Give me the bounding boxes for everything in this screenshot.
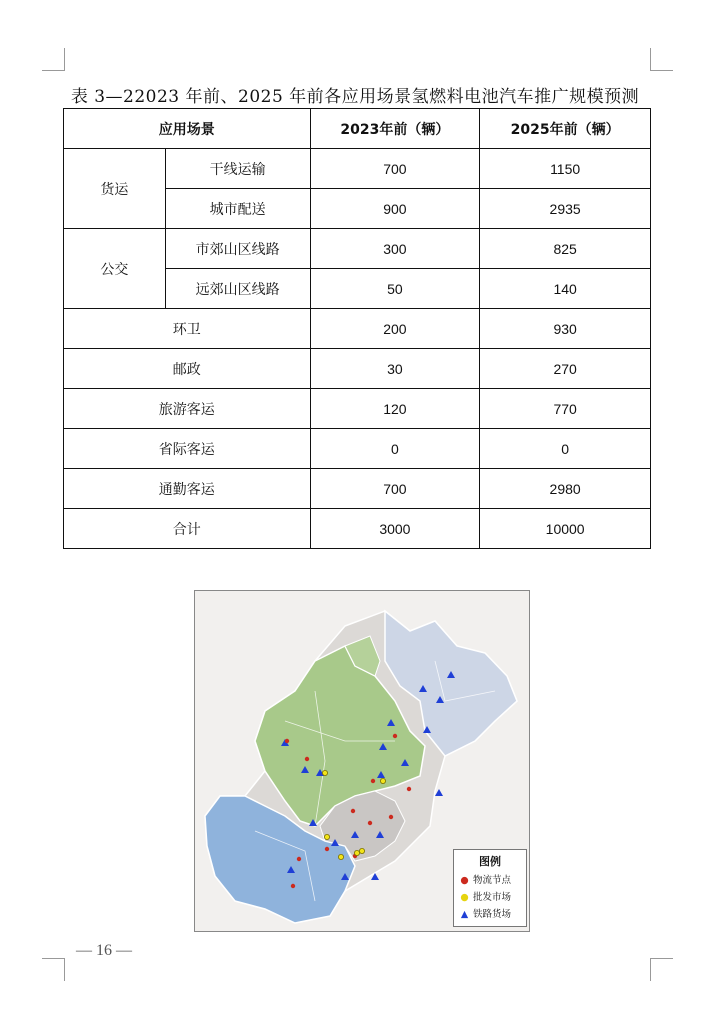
value-2025: 270 — [480, 349, 651, 389]
table-total-row — [64, 509, 651, 549]
legend-label: 铁路货场 — [473, 909, 512, 920]
value-2023: 50 — [310, 269, 480, 309]
sub-label: 城市配送 — [165, 189, 310, 229]
wholesale-market-marker — [322, 770, 327, 775]
group-label-freight: 货运 — [64, 149, 166, 229]
yellow-dot-icon: ● — [460, 892, 469, 903]
crop-mark-bottom-left — [42, 958, 65, 981]
logistics-node-marker — [325, 847, 329, 851]
table-row — [64, 149, 651, 189]
sub-label: 远郊山区线路 — [165, 269, 310, 309]
legend-item-wholesale — [460, 889, 526, 903]
table-row — [64, 349, 651, 389]
value-2025: 1150 — [480, 149, 651, 189]
crop-mark-bottom-right — [650, 958, 673, 981]
page-number: — 16 — — [76, 942, 132, 959]
table-header-row — [64, 109, 651, 149]
wholesale-market-marker — [380, 778, 385, 783]
legend-label: 物流节点 — [473, 875, 512, 886]
sub-label: 市郊山区线路 — [165, 229, 310, 269]
value-2023: 300 — [310, 229, 480, 269]
map-legend — [453, 849, 527, 927]
value-2025: 0 — [480, 429, 651, 469]
legend-label: 批发市场 — [473, 892, 512, 903]
value-2023: 120 — [310, 389, 480, 429]
value-2025: 10000 — [480, 509, 651, 549]
logistics-node-marker — [297, 857, 301, 861]
logistics-node-marker — [305, 757, 309, 761]
table-caption: 表 3—22023 年前、2025 年前各应用场景氢燃料电池汽车推广规模预测 — [70, 87, 640, 107]
legend-item-railway — [460, 906, 526, 920]
logistics-map — [194, 590, 530, 932]
table-row — [64, 429, 651, 469]
table-row — [64, 469, 651, 509]
wholesale-market-marker — [359, 848, 364, 853]
logistics-node-marker — [368, 821, 372, 825]
value-2023: 200 — [310, 309, 480, 349]
forecast-table — [63, 108, 651, 549]
legend-title: 图例 — [479, 855, 501, 868]
row-label: 环卫 — [64, 309, 311, 349]
logistics-node-marker — [285, 739, 289, 743]
header-2025: 2025年前（辆） — [480, 109, 651, 149]
row-label: 合计 — [64, 509, 311, 549]
logistics-node-marker — [371, 779, 375, 783]
value-2023: 3000 — [310, 509, 480, 549]
row-label: 邮政 — [64, 349, 311, 389]
logistics-node-marker — [389, 815, 393, 819]
crop-mark-top-left — [42, 48, 65, 71]
row-label: 省际客运 — [64, 429, 311, 469]
header-2023: 2023年前（辆） — [310, 109, 480, 149]
value-2023: 700 — [310, 469, 480, 509]
crop-mark-top-right — [650, 48, 673, 71]
value-2023: 30 — [310, 349, 480, 389]
sub-label: 干线运输 — [165, 149, 310, 189]
header-scene: 应用场景 — [64, 109, 311, 149]
value-2025: 2980 — [480, 469, 651, 509]
logistics-node-marker — [351, 809, 355, 813]
table-row — [64, 309, 651, 349]
red-dot-icon: ● — [460, 875, 469, 886]
logistics-node-marker — [393, 734, 397, 738]
row-label: 通勤客运 — [64, 469, 311, 509]
blue-triangle-icon: ▲ — [460, 909, 469, 920]
table-row — [64, 389, 651, 429]
group-label-bus: 公交 — [64, 229, 166, 309]
wholesale-market-marker — [324, 834, 329, 839]
table-row — [64, 229, 651, 269]
wholesale-market-marker — [338, 854, 343, 859]
value-2023: 700 — [310, 149, 480, 189]
value-2023: 900 — [310, 189, 480, 229]
value-2025: 140 — [480, 269, 651, 309]
logistics-node-marker — [291, 884, 295, 888]
value-2025: 770 — [480, 389, 651, 429]
legend-item-logistics — [460, 872, 526, 886]
value-2025: 825 — [480, 229, 651, 269]
value-2025: 930 — [480, 309, 651, 349]
value-2023: 0 — [310, 429, 480, 469]
wholesale-market-marker — [354, 850, 359, 855]
logistics-node-marker — [407, 787, 411, 791]
value-2025: 2935 — [480, 189, 651, 229]
row-label: 旅游客运 — [64, 389, 311, 429]
